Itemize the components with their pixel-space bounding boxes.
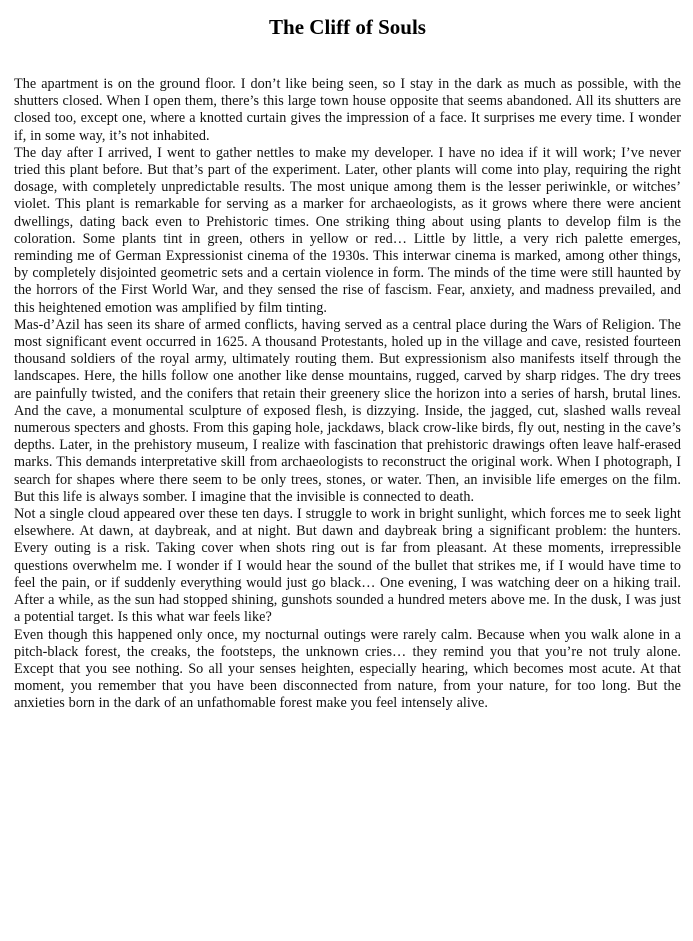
paragraph-1: The apartment is on the ground floor. I don’t like being seen, so I stay in the dark as much as possible, with the shutters closed. When I open them, there’s this large town house opposite that seems abandoned. All its shutters are closed too, except one, where a knotted curtain gives the impression of a face. It surprises me every time. I wonder if, in some way, it’s not inhabited. [14, 76, 681, 144]
paragraph-2: The day after I arrived, I went to gather nettles to make my developer. I have no idea if it will work; I’ve never tried this plant before. But that’s part of the experiment. Later, other plants will come into play, requiring the right dosage, with completely unpredictable results. The most unique among them is the lesser periwinkle, or witches’ violet. This plant is remarkable for serving as a marker for archaeologists, as it grows where there were ancient dwellings, dating back even to Prehistoric times. One striking thing about using plants to develop film is the coloration. Some plants tint in green, others in yellow or red… Little by little, a very rich palette emerges, reminding me of German Expressionist cinema of the 1930s. This interwar cinema is marked, among other things, by completely disjointed geometric sets and a certain violence in form. The minds of the time were still haunted by the horrors of the First World War, and they sensed the rise of fascism. Fear, anxiety, and madness prevailed, and this heightened emotion was amplified by film tinting. [14, 144, 681, 316]
document-page [14, 0, 681, 713]
paragraph-3: Mas-d’Azil has seen its share of armed conflicts, having served as a central place during the Wars of Religion. The most significant event occurred in 1625. A thousand Protestants, holed up in the village and cave, resisted fourteen thousand soldiers of the royal army, ultimately routing them. But expressionism also manifests itself through the landscapes. Here, the hills follow one another like dense mountains, rugged, carved by sharp ridges. The dry trees are painfully twisted, and the conifers that retain their greenery slice the horizon into a series of harsh, brutal lines. And the cave, a monumental sculpture of exposed flesh, is dizzying. Inside, the jagged, cut, slashed walls reveal numerous specters and ghosts. From this gaping hole, jackdaws, black crow-like birds, fly out, nesting in the cave’s depths. Later, in the prehistory museum, I realize with fascination that prehistoric drawings often leave half-erased marks. This demands interpretative skill from archaeologists to reconstruct the original work. When I photograph, I search for shapes where there seem to be only trees, stones, or water. Then, an invisible life emerges on the film. But this life is always somber. I imagine that the invisible is connected to death. [14, 316, 681, 505]
paragraph-4: Not a single cloud appeared over these ten days. I struggle to work in bright sunlight, which forces me to seek light elsewhere. At dawn, at daybreak, and at night. But dawn and daybreak bring a significant problem: the hunters. Every outing is a risk. Taking cover when shots ring out is far from pleasant. At these moments, irrepressible questions overwhelm me. I wonder if I would hear the sound of the bullet that strikes me, if I would have time to feel the pain, or if suddenly everything would just go black… One evening, I was watching deer on a hiking trail. After a while, as the sun had stopped shining, gunshots sounded a hundred meters above me. In the dusk, I was just a potential target. Is this what war feels like? [14, 506, 681, 626]
paragraph-5: Even though this happened only once, my nocturnal outings were rarely calm. Because when you walk alone in a pitch-black forest, the creaks, the footsteps, the unknown cries… they remind you that you’re not truly alone. Except that you see nothing. So all your senses heighten, especially hearing, which becomes most acute. At that moment, you remember that you have been disconnected from nature, from your nature, for too long. But the anxieties born in the dark of an unfathomable forest make you feel intensely alive. [14, 626, 681, 712]
body-text [14, 76, 681, 713]
page-title: The Cliff of Souls [269, 15, 426, 39]
